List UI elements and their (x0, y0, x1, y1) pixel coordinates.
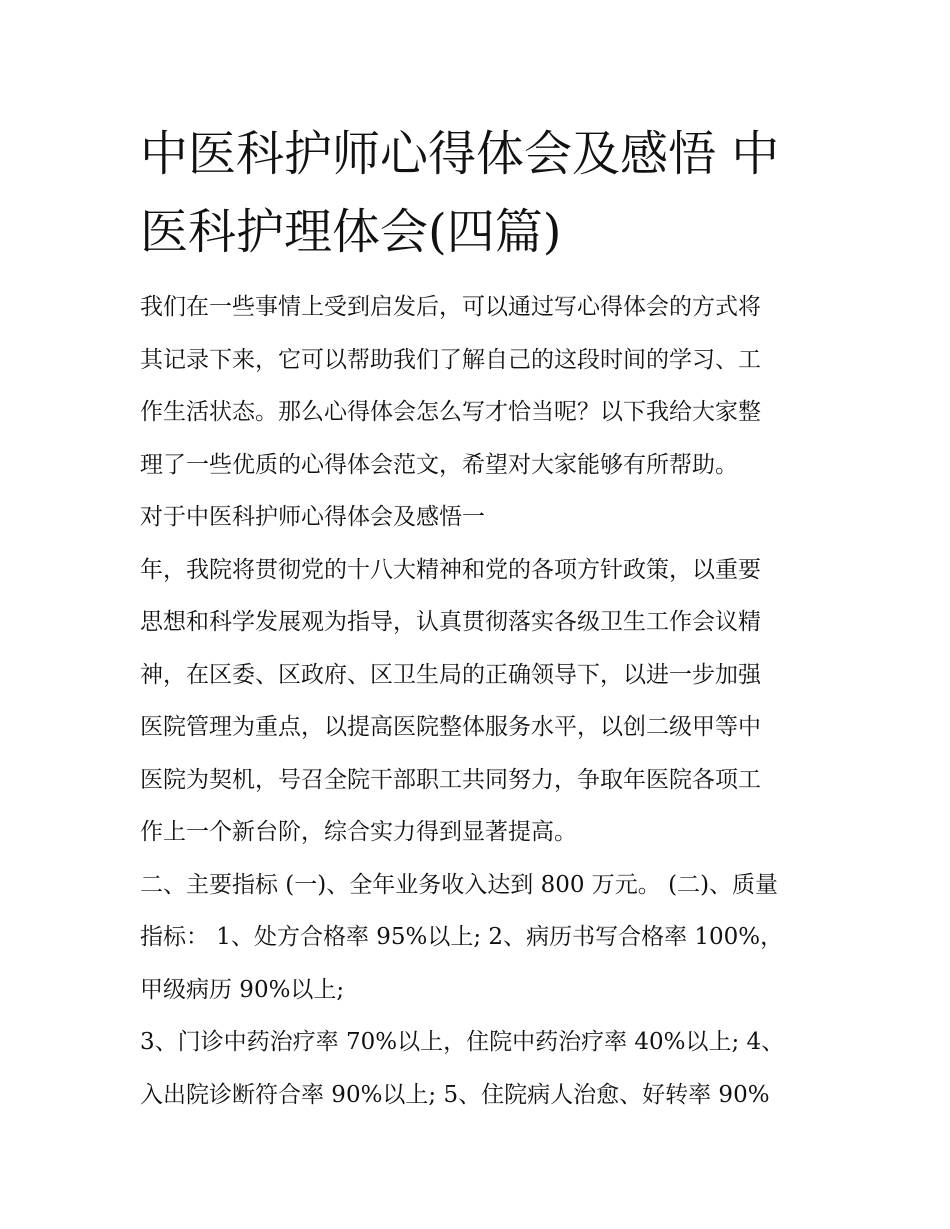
body-line: 理了一些优质的心得体会范文，希望对大家能够有所帮助。 (140, 451, 738, 478)
body-line: 作生活状态。那么心得体会怎么写才恰当呢？以下我给大家整 (140, 399, 761, 425)
section-heading: 对于中医科护师心得体会及感悟一 (140, 504, 485, 530)
body-line: 我们在一些事情上受到启发后，可以通过写心得体会的方式将 (140, 294, 761, 320)
body-line: 年，我院将贯彻党的十八大精神和党的各项方针政策，以重要 (140, 556, 761, 583)
document-body (140, 281, 820, 1121)
body-line: 入出院诊断符合率 90%以上; 5、住院病人治愈、好转率 90% (140, 1081, 770, 1108)
body-line: 作上一个新台阶，综合实力得到显著提高。 (140, 819, 577, 845)
body-line: 二、主要指标 (一)、全年业务收入达到 800 万元。 (二)、质量 (140, 871, 779, 898)
body-line: 指标： 1、处方合格率 95%以上; 2、病历书写合格率 100%， (140, 924, 784, 950)
body-line: 3、门诊中药治疗率 70%以上，住院中药治疗率 40%以上; 4、 (140, 1029, 785, 1055)
document-title (140, 115, 820, 271)
body-line: 医院管理为重点，以提高医院整体服务水平，以创二级甲等中 (140, 714, 761, 740)
body-line: 其记录下来，它可以帮助我们了解自己的这段时间的学习、工 (140, 346, 761, 373)
body-line: 神，在区委、区政府、区卫生局的正确领导下，以进一步加强 (140, 661, 761, 688)
title-line: 中医科护师心得体会及感悟 中 (140, 126, 780, 182)
title-line: 医科护理体会(四篇) (140, 204, 562, 260)
body-line: 医院为契机，号召全院干部职工共同努力，争取年医院各项工 (140, 766, 761, 793)
document-page (140, 115, 820, 1121)
body-line: 甲级病历 90%以上; (140, 976, 345, 1003)
body-line: 思想和科学发展观为指导，认真贯彻落实各级卫生工作会议精 (140, 609, 761, 635)
